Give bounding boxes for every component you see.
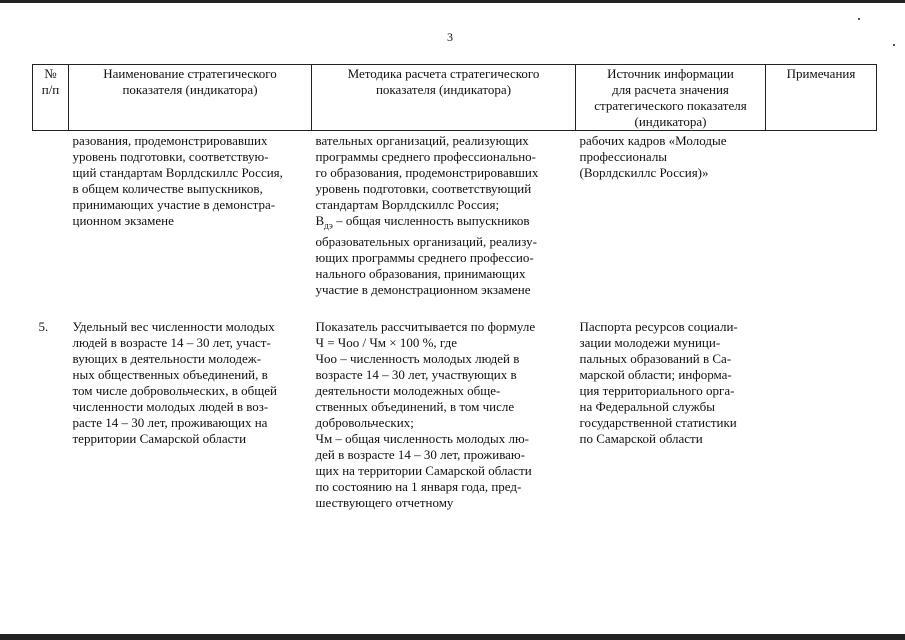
text-line: в общем количестве выпускников, xyxy=(72,181,263,196)
page-bottom-edge xyxy=(0,634,905,640)
text-line: Чоо – численность молодых людей в xyxy=(315,351,520,366)
row-number: 5. xyxy=(38,319,49,334)
text-line: щих на территории Самарской области xyxy=(315,463,532,478)
header-num xyxy=(33,65,69,131)
indicator-name-cell xyxy=(69,319,312,511)
text-line: стратегического показателя xyxy=(594,98,747,113)
text-line: вательных организаций, реализующих xyxy=(315,133,529,148)
text-line: возрасте 14 – 30 лет, участвующих в xyxy=(315,367,517,382)
text-line: по Самарской области xyxy=(579,431,703,446)
text-line: принимающих участие в демонстра- xyxy=(72,197,276,212)
table-header-row xyxy=(33,65,877,131)
method-variable-line: $В_{дэ}$ – общая численность выпускников xyxy=(315,213,530,231)
text-line: численности молодых людей в воз- xyxy=(72,399,269,414)
method-cell xyxy=(312,131,576,320)
text-line: Удельный вес численности молодых xyxy=(72,319,275,334)
text-line: Чм – общая численность молодых лю- xyxy=(315,431,529,446)
source-cell xyxy=(576,131,766,320)
header-method xyxy=(312,65,576,131)
text-line: добровольческих; xyxy=(315,415,414,430)
text-line: п/п xyxy=(41,82,60,97)
text-line: людей в возрасте 14 – 30 лет, участ- xyxy=(72,335,271,350)
text-line: участие в демонстрационном экзамене xyxy=(315,281,531,297)
text-line: территории Самарской области xyxy=(72,431,247,446)
indicator-name-cell xyxy=(69,131,312,320)
text-line: Наименование стратегического xyxy=(103,66,277,81)
table-row xyxy=(33,131,877,320)
text-line: зации молодежи муници- xyxy=(579,335,721,350)
notes-cell xyxy=(766,319,877,511)
text-line: нального образования, принимающих xyxy=(315,265,526,281)
text-line: уровень подготовки, соответствую- xyxy=(72,149,269,164)
text-line: разования, продемонстрировавших xyxy=(72,133,268,148)
text-line: государственной статистики xyxy=(579,415,737,430)
text-line: (индикатора) xyxy=(634,114,707,129)
text-line: ционном экзамене xyxy=(72,213,174,228)
text-line: вующих в деятельности молодеж- xyxy=(72,351,262,366)
text-line: расте 14 – 30 лет, проживающих на xyxy=(72,415,268,430)
text-line: для расчета значения xyxy=(612,82,729,97)
text-line: дей в возрасте 14 – 30 лет, проживаю- xyxy=(315,447,525,462)
text-line: по состоянию на 1 января года, пред- xyxy=(315,479,522,494)
text-line: ных общественных объединений, в xyxy=(72,367,268,382)
text-line: уровень подготовки, соответствующий xyxy=(315,181,532,196)
text-line: Паспорта ресурсов социали- xyxy=(579,319,738,334)
text-line: (Ворлдскиллс Россия)» xyxy=(579,165,709,180)
text-line: ющих программы среднего профессио- xyxy=(315,249,534,265)
text-line: го образования, продемонстрировавших xyxy=(315,165,539,180)
header-source xyxy=(576,65,766,131)
text-line: пальных образований в Са- xyxy=(579,351,732,366)
text-line: ция территориального орга- xyxy=(579,383,735,398)
text-line: стандартам Ворлдскиллс Россия; xyxy=(315,197,500,212)
page-top-edge xyxy=(0,0,905,3)
text-line: программы среднего профессионально- xyxy=(315,149,536,164)
scan-speck xyxy=(893,44,895,46)
text-line: том числе добровольческих, в общей xyxy=(72,383,277,398)
text-line: Методика расчета стратегического xyxy=(347,66,540,81)
method-cell xyxy=(312,319,576,511)
page-number: 3 xyxy=(447,30,453,44)
notes-cell xyxy=(766,131,877,320)
text-line: шествующего отчетному xyxy=(315,495,454,510)
text-line: Примечания xyxy=(786,66,856,81)
text-line: Источник информации xyxy=(607,66,734,81)
table-row xyxy=(33,319,877,511)
text-line: марской области; информа- xyxy=(579,367,732,382)
text-line: образовательных организаций, реализу- xyxy=(315,233,537,249)
source-cell xyxy=(576,319,766,511)
text-line: щий стандартам Ворлдскиллс Россия, xyxy=(72,165,283,180)
text-line: ственных объединений, в том числе xyxy=(315,399,515,414)
header-notes xyxy=(766,65,877,131)
text-line: Показатель рассчитывается по формуле xyxy=(315,319,536,334)
header-name xyxy=(69,65,312,131)
text-line: на Федеральной службы xyxy=(579,399,715,414)
text-line: № xyxy=(44,66,57,81)
text-line: рабочих кадров «Молодые xyxy=(579,133,727,148)
text-line: Ч = Чоо / Чм × 100 %, где xyxy=(315,335,457,350)
text-line: профессионалы xyxy=(579,149,668,164)
scan-speck xyxy=(858,18,860,20)
text-line: деятельности молодежных обще- xyxy=(315,383,501,398)
row-number xyxy=(33,131,69,320)
text-line: показателя (индикатора) xyxy=(375,82,512,97)
indicator-table xyxy=(32,64,877,511)
text-line: показателя (индикатора) xyxy=(122,82,258,97)
